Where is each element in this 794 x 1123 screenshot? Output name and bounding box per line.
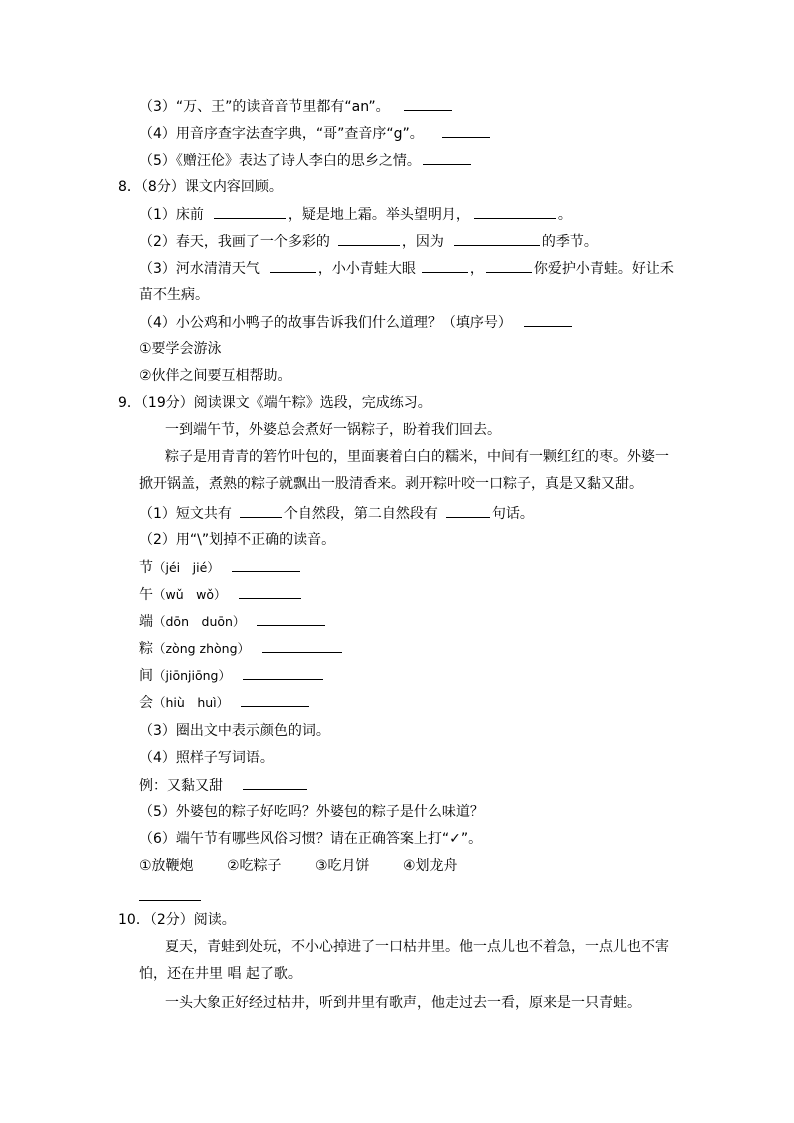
pinyin-char: 粽 (139, 641, 153, 657)
q9-sub1 (139, 503, 534, 523)
q8-header (118, 177, 283, 197)
question-header: 10．（2分）阅读。 (118, 912, 236, 928)
answer-blank[interactable] (257, 611, 325, 626)
q9-passage-para1 (165, 420, 501, 440)
pinyin-row (139, 611, 327, 631)
q8-option-1-text: ①要学会游泳 (139, 341, 222, 357)
q8-item3-text-c: ， (469, 261, 484, 277)
q8-option-1 (139, 339, 222, 359)
q9-sub6 (139, 829, 482, 849)
answer-blank[interactable] (442, 123, 490, 138)
q8-item1 (139, 204, 572, 224)
q8-item2-text-c: 的季节。 (541, 234, 598, 250)
q7-item4-text: （4）用音序查字法查字典，“哥”查音序“g”。 (139, 126, 424, 142)
passage-text: 粽子是用青青的箬竹叶包的，里面裹着白白的糯米，中间有一颗红红的枣。外婆一 (165, 449, 669, 465)
answer-blank[interactable] (474, 204, 556, 219)
passage-text: 夏天，青蛙到处玩，不小心掉进了一口枯井里。他一点儿也不着急，一点儿也不害 (165, 939, 669, 955)
answer-blank[interactable] (214, 204, 286, 219)
q9-sub3 (139, 721, 330, 741)
q8-item3-text-a: （3）河水清清天气 (139, 261, 260, 277)
q9-sub4-text: （4）照样子写词语。 (139, 750, 274, 766)
answer-blank[interactable] (338, 231, 400, 246)
pinyin-reading: （dōn duōn） (153, 614, 246, 629)
q8-item3-text-b: ，小小青蛙大眼 (317, 261, 416, 277)
q9-header (118, 393, 432, 413)
pinyin-reading: （jiōnjiōng） (153, 668, 231, 683)
pinyin-row (139, 692, 311, 712)
q9-sub5-text: （5）外婆包的粽子好吃吗？外婆包的粽子是什么味道？ (139, 804, 484, 820)
passage-text: 一到端午节，外婆总会煮好一锅粽子，盼着我们回去。 (165, 422, 501, 438)
pinyin-row (139, 638, 344, 658)
q9-sub1-text-c: 句话。 (491, 506, 534, 522)
q8-item4-text: （4）小公鸡和小鸭子的故事告诉我们什么道理？（填序号） (139, 315, 512, 331)
answer-blank[interactable] (243, 665, 323, 680)
q8-option-2-text: ②伙伴之间要互相帮助。 (139, 368, 292, 384)
pinyin-reading: （zòng zhòng） (153, 641, 251, 656)
q10-passage-line2 (139, 964, 302, 984)
pinyin-row (139, 665, 325, 685)
pinyin-char: 端 (139, 614, 153, 630)
answer-blank[interactable] (524, 312, 572, 327)
q7-item5 (139, 150, 473, 170)
q8-item3-text-d: 你爱护小青蛙。好让禾 (533, 261, 674, 277)
q9-options (139, 856, 458, 876)
pinyin-char: 午 (139, 587, 153, 603)
q9-sub2-text: （2）用“\”划掉不正确的读音。 (139, 532, 336, 548)
passage-text: 一头大象正好经过枯井，听到井里有歌声，他走过去一看，原来是一只青蛙。 (165, 995, 641, 1011)
q8-item4 (139, 312, 574, 332)
option-firecrackers[interactable]: ①放鞭炮 (139, 858, 194, 874)
q7-item3-text: （3）“万、王”的读音音节里都有“an”。 (139, 99, 390, 115)
q8-item1-text-a: （1）床前 (139, 207, 204, 223)
answer-blank[interactable] (423, 150, 471, 165)
q9-sub5 (139, 802, 484, 822)
q9-sub6-text: （6）端午节有哪些风俗习惯？请在正确答案上打“✓”。 (139, 831, 483, 847)
answer-blank[interactable] (454, 231, 540, 246)
answer-blank[interactable] (486, 258, 532, 273)
example-text: 例：又黏又甜 (139, 778, 223, 794)
option-dragon-boat[interactable]: ④划龙舟 (403, 858, 458, 874)
answer-blank[interactable] (262, 638, 342, 653)
q9-sub1-text-a: （1）短文共有 (139, 506, 232, 522)
passage-text: 怕，还在井里 唱 起了歌。 (139, 966, 302, 982)
passage-text: 掀开锅盖，煮熟的粽子就飘出一股清香来。剥开粽叶咬一口粽子，真是又黏又甜。 (139, 476, 643, 492)
option-eat-zongzi[interactable]: ②吃粽子 (227, 858, 282, 874)
q9-sub1-text-b: 个自然段，第二自然段有 (283, 506, 438, 522)
answer-blank[interactable] (270, 258, 316, 273)
q9-passage-para2-line2 (139, 474, 643, 494)
answer-blank[interactable] (232, 557, 300, 572)
q9-passage-para2-line1 (165, 447, 669, 467)
q7-item4 (139, 123, 492, 143)
answer-blank[interactable] (239, 584, 301, 599)
q8-item3-text-e: 苗不生病。 (139, 287, 209, 303)
q9-sub3-text: （3）圈出文中表示颜色的词。 (139, 723, 330, 739)
answer-blank[interactable] (243, 775, 307, 790)
pinyin-char: 节 (139, 560, 153, 576)
option-eat-mooncake[interactable]: ③吃月饼 (315, 858, 370, 874)
q8-item2-text-a: （2）春天，我画了一个多彩的 (139, 234, 330, 250)
q8-item3-cont (139, 285, 209, 305)
q10-passage-line3 (165, 993, 641, 1013)
q10-passage-line1 (165, 937, 669, 957)
question-header: 8．（8分）课文内容回顾。 (118, 179, 283, 195)
q8-item1-text-c: 。 (557, 207, 572, 223)
pinyin-reading: （jéi jié） (153, 560, 220, 575)
answer-blank[interactable] (404, 96, 452, 111)
pinyin-char: 会 (139, 695, 153, 711)
pinyin-row (139, 584, 303, 604)
pinyin-reading: （wǔ wǒ） (153, 587, 227, 602)
q7-item5-text: （5）《赠汪伦》表达了诗人李白的思乡之情。 (139, 153, 421, 169)
pinyin-row (139, 557, 302, 577)
q8-item2-text-b: ，因为 (401, 234, 444, 250)
answer-blank[interactable] (139, 899, 201, 901)
q9-example (139, 775, 309, 795)
q8-option-2 (139, 366, 292, 386)
q9-sub4 (139, 748, 274, 768)
q8-item1-text-b: ，疑是地上霜。举头望明月， (287, 207, 470, 223)
answer-blank[interactable] (240, 503, 282, 518)
pinyin-reading: （hiù huì） (153, 695, 230, 710)
q8-item2 (139, 231, 598, 251)
q9-sub2 (139, 530, 335, 550)
answer-blank[interactable] (422, 258, 468, 273)
pinyin-char: 间 (139, 668, 153, 684)
question-header: 9．（19分）阅读课文《端午粽》选段，完成练习。 (118, 395, 432, 411)
q8-item3 (139, 258, 674, 278)
answer-blank[interactable] (241, 692, 309, 707)
q10-header (118, 910, 236, 930)
answer-blank[interactable] (446, 503, 490, 518)
q7-item3 (139, 96, 454, 116)
